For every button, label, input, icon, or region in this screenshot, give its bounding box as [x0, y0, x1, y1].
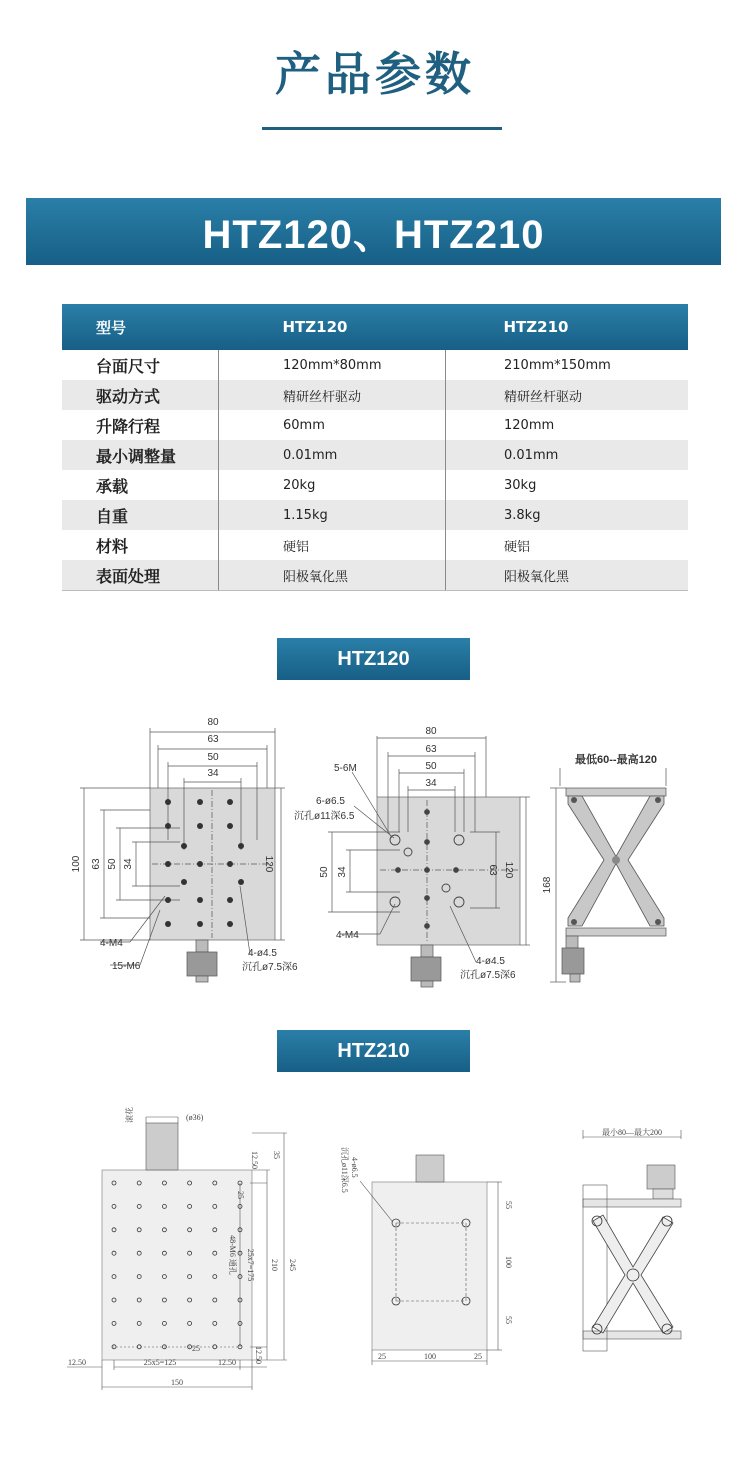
dim-label: 100	[504, 1256, 513, 1268]
cell: 210mm*150mm	[504, 357, 611, 373]
row-label: 驱动方式	[62, 380, 219, 410]
dim-label: 48-M6 通孔	[228, 1235, 237, 1275]
dim-label: 12.50	[68, 1358, 86, 1367]
dim-label: 25	[474, 1352, 482, 1361]
dim-label: 沉孔ø7.5深6	[242, 962, 298, 973]
cell: 20kg	[219, 470, 446, 500]
dim-label: 80	[207, 717, 219, 728]
dim-label: 35	[272, 1151, 281, 1159]
cell: 60mm	[219, 410, 446, 440]
cell: 精研丝杆驱动	[219, 380, 446, 410]
row-label: 自重	[62, 500, 219, 530]
dim-label: 245	[288, 1259, 297, 1271]
dim-label: 34	[123, 858, 134, 870]
dim-label: 25	[192, 1344, 200, 1353]
dim-label: 6-ø6.5	[316, 796, 345, 807]
page-title: 产品参数	[275, 47, 475, 101]
dim-label: 4-ø4.5	[248, 948, 277, 959]
table-row	[62, 440, 688, 470]
dim-label: 63	[425, 744, 437, 755]
dim-label: 34	[425, 778, 437, 789]
cell: 硬铝	[219, 530, 446, 560]
dim-label: (ø36)	[186, 1113, 204, 1122]
dim-label: 55	[504, 1316, 513, 1324]
dim-label: 25	[378, 1352, 386, 1361]
dim-label: 12.50	[254, 1346, 263, 1364]
row-label: 承载	[62, 470, 219, 500]
column-header: HTZ210	[446, 304, 689, 350]
dim-label: 50	[107, 858, 118, 870]
cell: 1.15kg	[219, 500, 446, 530]
dim-label: 120	[503, 861, 514, 879]
dim-label: 34	[337, 866, 348, 878]
cell: 0.01mm	[219, 440, 446, 470]
dim-label: 80	[425, 726, 437, 737]
dim-label: 50	[425, 761, 437, 772]
dim-label: 34	[207, 768, 219, 779]
dim-label: 15-M6	[112, 961, 141, 972]
dim-label: 120	[263, 855, 274, 873]
table-header-row	[62, 304, 688, 350]
dim-label: 12.50	[250, 1151, 259, 1169]
htz120-top-view-drawing	[60, 710, 298, 990]
dim-label: 最低60--最高120	[575, 754, 657, 766]
dim-label: 4-M4	[100, 938, 123, 949]
table-row	[62, 560, 688, 591]
dim-label: 100	[71, 855, 82, 873]
htz120-mounting-view-drawing	[294, 722, 530, 997]
dim-label: 100	[424, 1352, 436, 1361]
column-header: HTZ120	[219, 304, 446, 350]
cell: 30kg	[504, 477, 537, 493]
dim-label: 168	[542, 876, 553, 894]
row-label: 最小调整量	[62, 440, 219, 470]
row-label: 台面尺寸	[62, 350, 219, 380]
dim-label: 150	[171, 1378, 183, 1387]
cell: 0.01mm	[446, 440, 689, 470]
dim-label: 4-ø6.5	[350, 1157, 359, 1178]
dim-label: 5-6M	[334, 763, 357, 774]
dim-label: 55	[504, 1201, 513, 1209]
cell: 120mm	[504, 417, 555, 433]
model-banner: HTZ120、HTZ210	[26, 198, 721, 265]
cell: 硬铝	[504, 539, 531, 555]
cell: 阳极氧化黑	[219, 560, 446, 591]
dim-label: 25	[236, 1191, 245, 1199]
row-label: 表面处理	[62, 560, 219, 591]
section-label-htz120: HTZ120	[277, 638, 470, 680]
dim-label: 沉孔ø7.5深6	[460, 970, 516, 981]
dim-label: 4-M4	[336, 930, 359, 941]
table-row	[62, 350, 688, 380]
htz210-side-view-drawing	[575, 1125, 695, 1365]
table-row	[62, 380, 688, 410]
dim-label: 4-ø4.5	[476, 956, 505, 967]
cell: 阳极氧化黑	[446, 560, 689, 591]
dim-label: 12.50	[218, 1358, 236, 1367]
dim-label: 沉孔ø11深6.5	[294, 811, 355, 822]
dim-label: 滚花	[125, 1107, 134, 1123]
spec-table	[62, 304, 688, 591]
section-label-htz210: HTZ210	[277, 1030, 470, 1072]
table-row	[62, 500, 688, 530]
dim-label: 25x5=125	[143, 1358, 177, 1367]
row-label: 材料	[62, 530, 219, 560]
cell: 120mm*80mm	[219, 350, 446, 380]
dim-label: 50	[207, 752, 219, 763]
dim-label: 沉孔ø11深6.5	[340, 1147, 349, 1193]
table-row	[62, 410, 688, 440]
table-row	[62, 530, 688, 560]
cell: 3.8kg	[446, 500, 689, 530]
cell: 精研丝杆驱动	[446, 380, 689, 410]
table-row	[62, 470, 688, 500]
dim-label: 25x7=175	[246, 1248, 255, 1282]
dim-label: 63	[207, 734, 219, 745]
dim-label: 63	[91, 858, 102, 870]
title-underline	[262, 127, 502, 130]
htz120-side-view-drawing	[530, 748, 680, 988]
column-header: 型号	[62, 304, 219, 350]
dim-label: 最小80—最大200	[602, 1128, 662, 1137]
dim-label: 210	[270, 1259, 279, 1271]
htz210-top-view-drawing	[62, 1105, 312, 1395]
htz210-mounting-view-drawing	[330, 1125, 530, 1365]
dim-label: 50	[319, 866, 330, 878]
dim-label: 63	[487, 864, 498, 876]
row-label: 升降行程	[62, 410, 219, 440]
